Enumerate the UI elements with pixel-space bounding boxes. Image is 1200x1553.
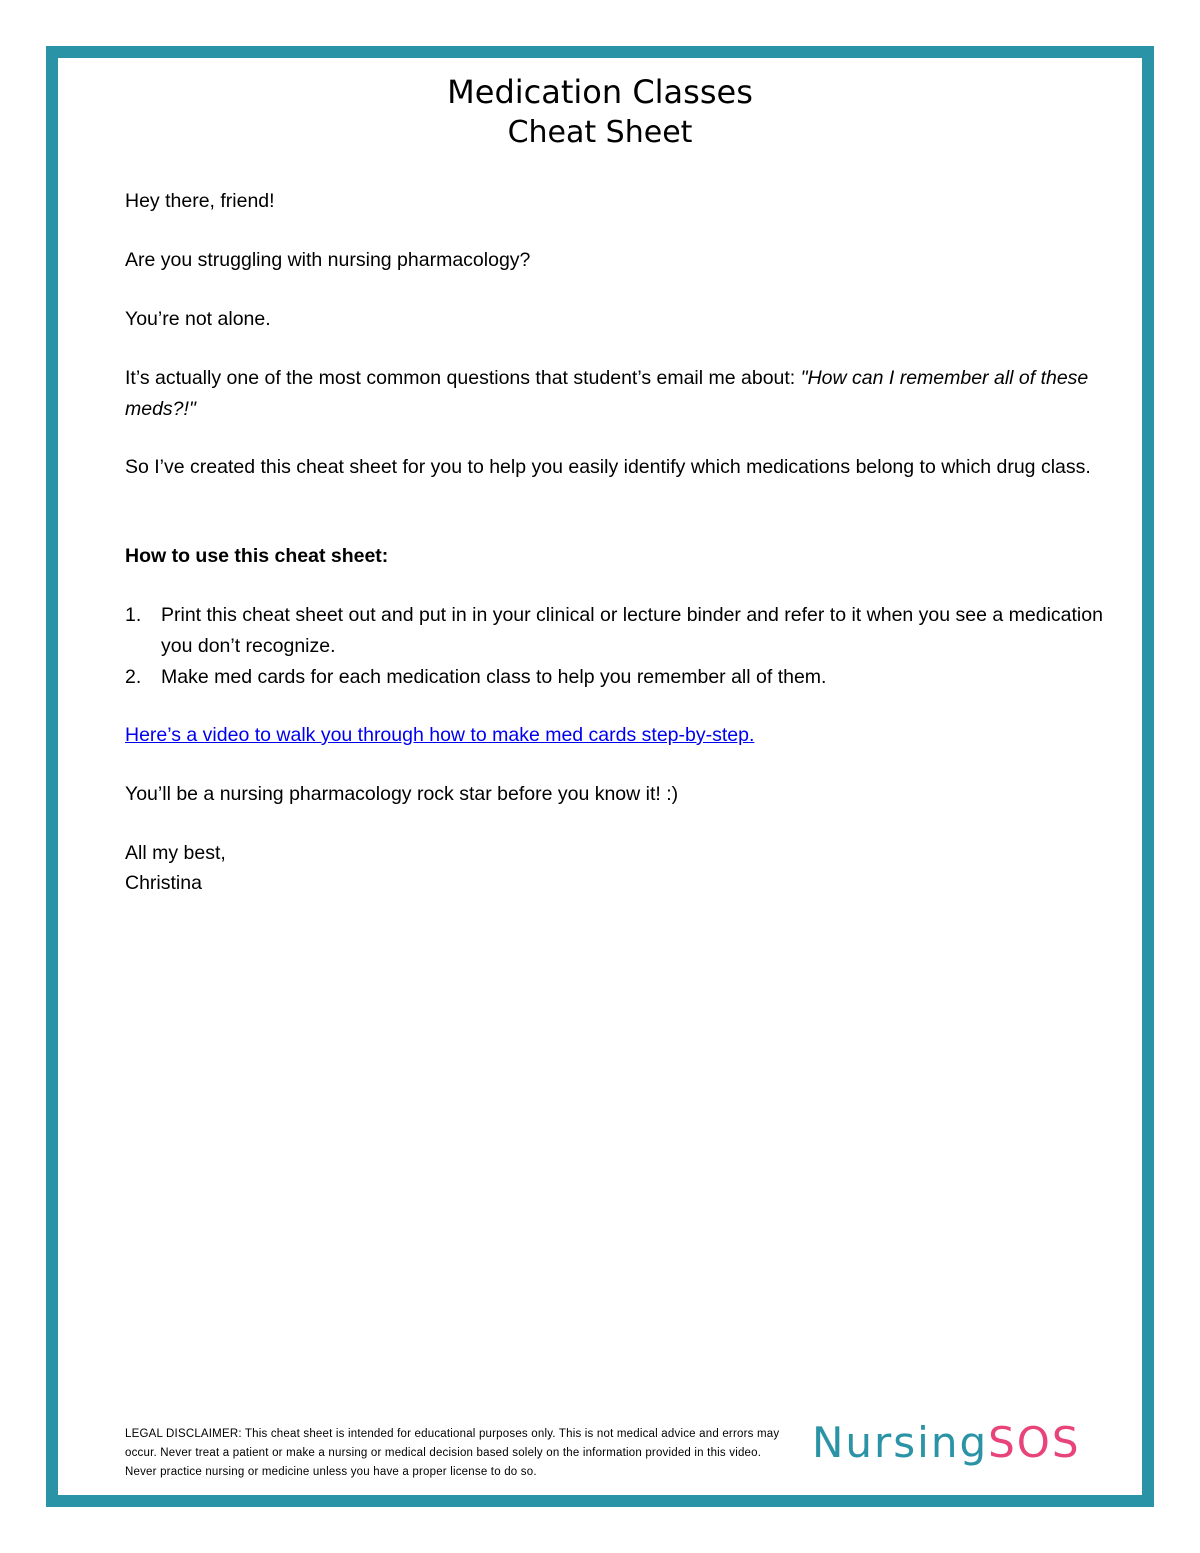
step-number: 2.	[125, 666, 142, 688]
common-question-paragraph	[125, 363, 1115, 425]
how-to-heading: How to use this cheat sheet:	[125, 545, 389, 567]
page-title: Medication Classes	[447, 73, 753, 111]
logo-text-nursing: Nursing	[812, 1418, 989, 1467]
question-line: Are you struggling with nursing pharmacology?	[125, 249, 531, 271]
step-text: Print this cheat sheet out and put in in your clinical or lecture binder and refer to it when you see a medication you don’t recognize.	[161, 604, 1103, 657]
step-text: Make med cards for each medication class to help you remember all of them.	[161, 666, 827, 688]
created-paragraph: So I’ve created this cheat sheet for you to help you easily identify which medications belong to which drug class.	[125, 456, 1091, 478]
common-question-intro: It’s actually one of the most common questions that student’s email me about:	[125, 367, 801, 389]
rock-star-line: You’ll be a nursing pharmacology rock star before you know it! :)	[125, 783, 679, 805]
page-subtitle: Cheat Sheet	[507, 115, 693, 150]
nursingsos-logo	[812, 1415, 1081, 1471]
greeting: Hey there, friend!	[125, 190, 275, 212]
video-link-line	[125, 720, 1115, 751]
not-alone-line: You’re not alone.	[125, 308, 271, 330]
logo-text-sos: SOS	[988, 1418, 1081, 1467]
video-link[interactable]: Here’s a video to walk you through how to make med cards step-by-step.	[125, 724, 755, 746]
signature: Christina	[125, 872, 202, 894]
legal-disclaimer: LEGAL DISCLAIMER: This cheat sheet is intended for educational purposes only. This is not medical advice and errors may occur. Never treat a patient or make a nursing or medical decision based solely on the information provided in this video. Never practice nursing or medicine unless you have a proper license to do so.	[125, 1428, 780, 1478]
step-number: 1.	[125, 604, 142, 626]
common-question-quote: "How can I remember all of these meds?!"	[125, 367, 1089, 420]
closing-line: All my best,	[125, 842, 226, 864]
